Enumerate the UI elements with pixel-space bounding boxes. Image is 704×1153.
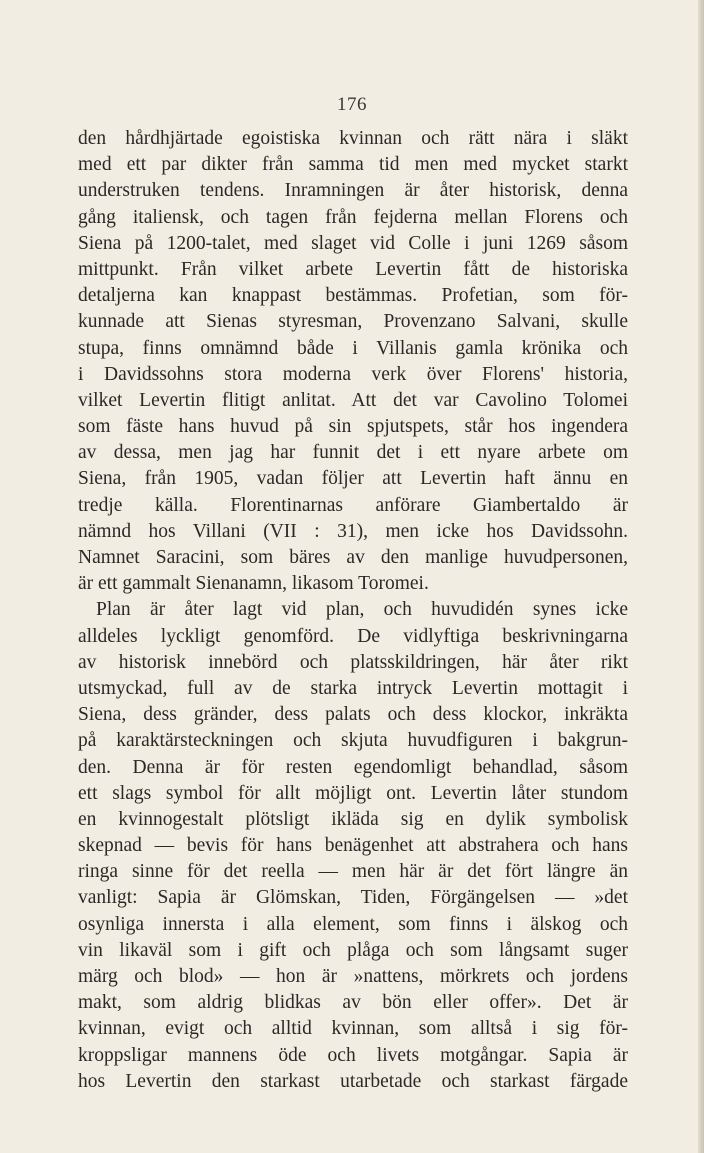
text-line: detaljerna kan knappast bestämmas. Profetian, som för-	[78, 285, 628, 307]
body-text	[78, 126, 628, 1095]
text-line: tredje källa. Florentinarnas anförare Giambertaldo är	[78, 494, 628, 516]
text-line: osynliga innersta i alla element, som finns i älskog och	[78, 913, 628, 935]
text-line: på karaktärsteckningen och skjuta huvudfiguren i bakgrun-	[78, 730, 628, 752]
page-edge	[698, 0, 704, 1153]
text-line: Plan är åter lagt vid plan, och huvudidén synes icke	[96, 599, 628, 621]
text-line: vanligt: Sapia är Glömskan, Tiden, Förgängelsen — »det	[78, 887, 628, 909]
text-line: kroppsligar mannens öde och livets motgångar. Sapia är	[78, 1044, 628, 1066]
text-line: nämnd hos Villani (VII : 31), men icke hos Davidssohn.	[78, 520, 628, 542]
text-line: understruken tendens. Inramningen är åter historisk, denna	[78, 180, 628, 202]
text-line: mittpunkt. Från vilket arbete Levertin fått de historiska	[78, 258, 628, 280]
text-line: är ett gammalt Sienanamn, likasom Toromei.	[78, 573, 429, 595]
text-line: ett slags symbol för allt möjligt ont. Levertin låter stundom	[78, 782, 628, 804]
text-line: vilket Levertin flitigt anlitat. Att det var Cavolino Tolomei	[78, 389, 628, 411]
text-line: en kvinnogestalt plötsligt ikläda sig en dylik symbolisk	[78, 808, 628, 830]
text-line: med ett par dikter från samma tid men med mycket starkt	[78, 154, 628, 176]
text-line: kvinnan, evigt och alltid kvinnan, som alltså i sig för-	[78, 1018, 628, 1040]
text-line: kunnade att Sienas styresman, Provenzano Salvani, skulle	[78, 311, 628, 333]
text-line: Siena på 1200-talet, med slaget vid Colle i juni 1269 såsom	[78, 232, 628, 254]
text-line: hos Levertin den starkast utarbetade och starkast färgade	[78, 1070, 628, 1092]
text-line: gång italiensk, och tagen från fejderna mellan Florens och	[78, 206, 628, 228]
page-number: 176	[337, 94, 367, 115]
text-line: i Davidssohns stora moderna verk över Florens' historia,	[78, 363, 628, 385]
text-line: ringa sinne för det reella — men här är det fört längre än	[78, 861, 628, 883]
text-line: Siena, dess gränder, dess palats och dess klockor, inkräkta	[78, 704, 628, 726]
text-line: som fäste hans huvud på sin spjutspets, står hos ingendera	[78, 416, 628, 438]
text-line: stupa, finns omnämnd både i Villanis gamla krönika och	[78, 337, 628, 359]
text-line: den. Denna är för resten egendomligt behandlad, såsom	[78, 756, 628, 778]
text-line: den hårdhjärtade egoistiska kvinnan och rätt nära i släkt	[78, 128, 628, 149]
text-line: alldeles lyckligt genomförd. De vidlyftiga beskrivningarna	[78, 625, 628, 647]
text-line: makt, som aldrig blidkas av bön eller offer». Det är	[78, 992, 628, 1014]
text-line: vin likaväl som i gift och plåga och som långsamt suger	[78, 939, 628, 961]
text-line: av dessa, men jag har funnit det i ett nyare arbete om	[78, 442, 628, 464]
text-line: av historisk innebörd och platsskildringen, här åter rikt	[78, 651, 628, 673]
text-line: Namnet Saracini, som bäres av den manlige huvudpersonen,	[78, 547, 628, 568]
text-line: skepnad — bevis för hans benägenhet att abstrahera och hans	[78, 835, 628, 857]
text-line: utsmyckad, full av de starka intryck Levertin mottagit i	[78, 677, 628, 699]
text-line: märg och blod» — hon är »nattens, mörkrets och jordens	[78, 966, 628, 987]
text-line: Siena, från 1905, vadan följer att Levertin haft ännu en	[78, 468, 628, 490]
